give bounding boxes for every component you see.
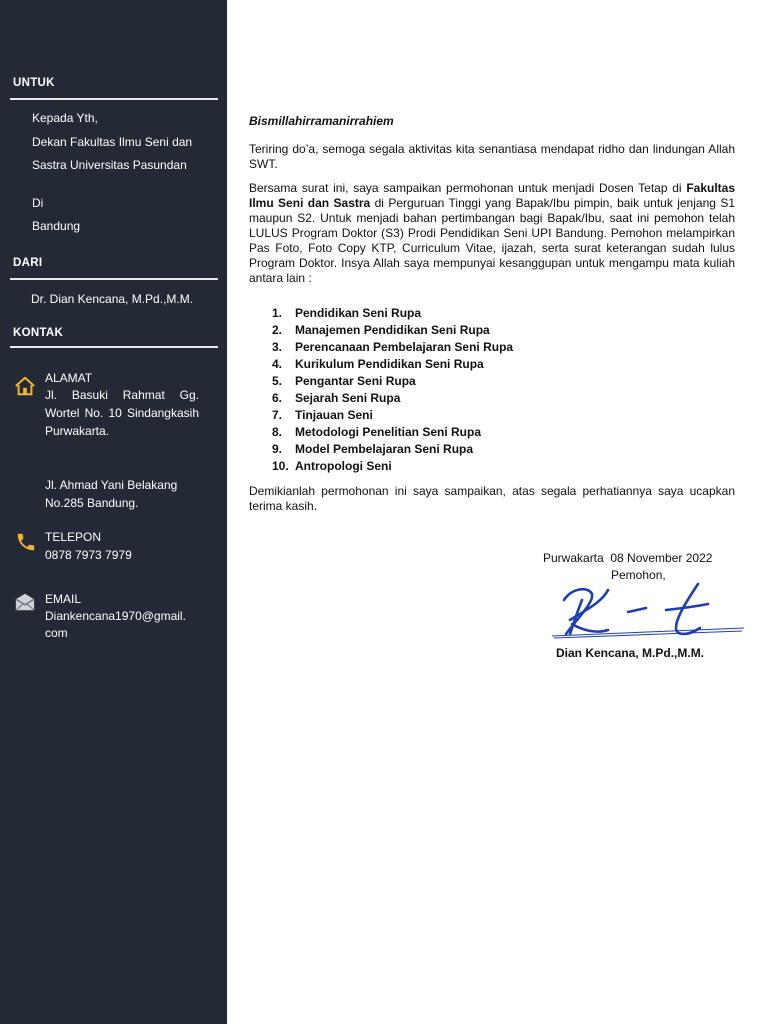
list-item <box>249 322 513 339</box>
course-number: 6. <box>272 391 283 405</box>
untuk-line-1: Kepada Yth, <box>32 111 98 125</box>
course-number: 8. <box>272 425 283 439</box>
dari-divider <box>10 278 218 280</box>
dari-heading: DARI <box>13 257 43 269</box>
course-name: Perencanaan Pembelajaran Seni Rupa <box>295 340 514 354</box>
course-name: Kurikulum Pendidikan Seni Rupa <box>295 357 484 371</box>
course-number: 10. <box>272 459 289 473</box>
closing-paragraph <box>249 484 735 514</box>
paragraph-1 <box>249 142 735 172</box>
course-name: Antropologi Seni <box>295 459 392 473</box>
alamat-address-1: Jl. Basuki Rahmat Gg. Wortel No. 10 Sindangkasih Purwakarta. <box>45 388 199 438</box>
untuk-heading: UNTUK <box>13 77 55 89</box>
phone-icon <box>15 531 37 553</box>
course-list <box>249 305 513 475</box>
pemohon-label: Pemohon, <box>611 568 666 582</box>
telepon-value: 0878 7973 7979 <box>45 548 132 562</box>
place-date: Purwakarta 08 November 2022 <box>543 551 713 565</box>
paragraph-1-text: Teriring do’a, semoga segala aktivitas kita senantiasa mendapat ridho dan lindungan Allah SWT. <box>249 142 735 171</box>
paragraph-2-bold: Fakultas Ilmu Seni dan Sastra <box>249 181 735 210</box>
untuk-divider <box>10 98 218 100</box>
course-name: Model Pembelajaran Seni Rupa <box>295 442 474 456</box>
course-name: Manajemen Pendidikan Seni Rupa <box>295 323 490 337</box>
course-name: Pengantar Seni Rupa <box>295 374 416 388</box>
telepon-label: TELEPON <box>45 530 102 544</box>
email-label: EMAIL <box>45 592 82 606</box>
dari-name: Dr. Dian Kencana, M.Pd.,M.M. <box>31 292 194 306</box>
paragraph-2-part-b: di Perguruan Tinggi yang Bapak/Ibu pimpin, baik untuk jenjang S1 maupun S2. Untuk menjadi bahan pertimbangan bagi Bapak/Ibu, saat ini pemohon telah LULUS Program Doktor (S3) Prodi Pendidikan Seni UPI Bandung. Pemohon melampirkan Pas Foto, Foto Copy KTP, Curriculum Vitae, ijazah, serta surat keterangan sudah lulus Program Doktor. Insya Allah saya mempunyai kesanggupan untuk mengampu mata kuliah antara lain : <box>249 196 735 285</box>
paragraph-2 <box>249 181 735 286</box>
alamat-label: ALAMAT <box>45 371 93 385</box>
list-item <box>249 390 513 407</box>
signer-name: Dian Kencana, M.Pd.,M.M. <box>556 646 705 660</box>
signature-image <box>548 578 748 644</box>
email-icon <box>14 591 36 613</box>
kontak-divider <box>10 346 218 348</box>
home-icon <box>14 375 36 397</box>
course-number: 1. <box>272 306 283 320</box>
salutation: Bismillahirramanirrahiem <box>249 114 394 128</box>
email-value-line-2: com <box>45 626 68 640</box>
course-number: 9. <box>272 442 283 456</box>
list-item <box>249 441 513 458</box>
course-name: Sejarah Seni Rupa <box>295 391 401 405</box>
course-number: 2. <box>272 323 283 337</box>
list-item <box>249 373 513 390</box>
list-item <box>249 458 513 475</box>
list-item <box>249 407 513 424</box>
course-name: Tinjauan Seni <box>295 408 373 422</box>
untuk-line-5: Bandung <box>32 219 81 233</box>
untuk-line-3: Sastra Universitas Pasundan <box>32 158 187 172</box>
alamat-address-2: Jl. Ahmad Yani Belakang No.285 Bandung. <box>45 478 178 510</box>
untuk-line-4: Di <box>32 196 44 210</box>
list-item <box>249 356 513 373</box>
closing-text: Demikianlah permohonan ini saya sampaikan, atas segala perhatiannya saya ucapkan terima kasih. <box>249 484 735 513</box>
list-item <box>249 424 513 441</box>
course-number: 7. <box>272 408 283 422</box>
course-number: 5. <box>272 374 283 388</box>
course-number: 3. <box>272 340 283 354</box>
paragraph-2-part-a: Bersama surat ini, saya sampaikan permohonan untuk menjadi Dosen Tetap di <box>249 181 687 195</box>
kontak-heading: KONTAK <box>13 327 64 339</box>
untuk-line-2: Dekan Fakultas Ilmu Seni dan <box>32 135 193 149</box>
course-name: Metodologi Penelitian Seni Rupa <box>295 425 482 439</box>
course-name: Pendidikan Seni Rupa <box>295 306 422 320</box>
email-value-line-1: Diankencana1970@gmail. <box>45 609 186 623</box>
sidebar <box>0 0 227 1024</box>
list-item <box>249 305 513 322</box>
list-item <box>249 339 513 356</box>
course-number: 4. <box>272 357 283 371</box>
